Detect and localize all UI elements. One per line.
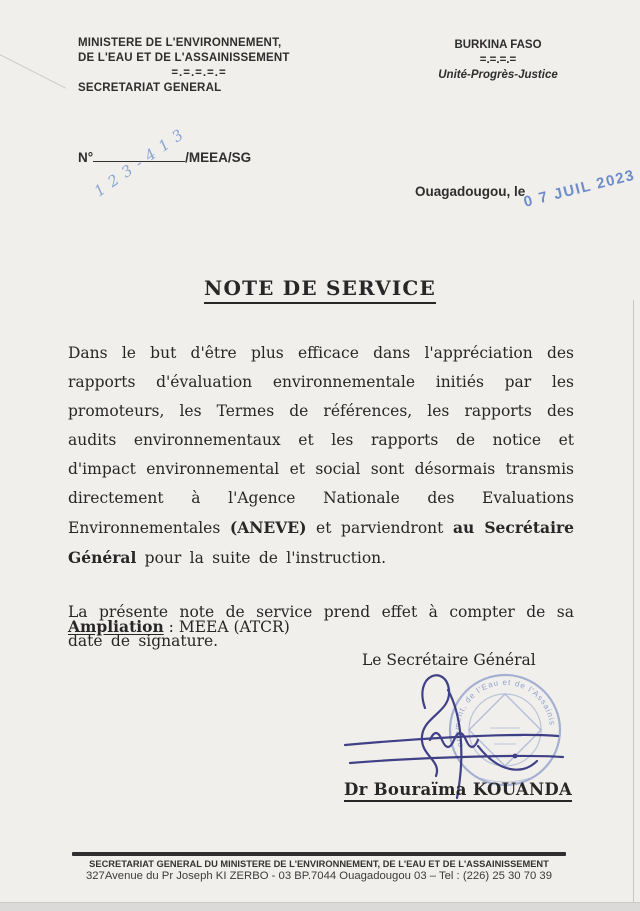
p1-text-2: et parviendront: [306, 519, 453, 537]
country-separator: =.=.=.=: [479, 54, 517, 66]
body-paragraph-2: La présente note de service prend effet à compter de sa date de signature.: [68, 603, 574, 650]
ampliation-separator: :: [163, 618, 179, 636]
ministry-line-2: DE L'EAU ET DE L'ASSAINISSEMENT: [78, 52, 290, 64]
scan-edge-line: [633, 300, 634, 903]
p1-text-1: Dans le but d'être plus efficace dans l'appréciation des rapports d'évaluation environnementale initiés par les promoteurs, les Termes de références, les rapports des audits environnementaux et les rapports de notice et d'impact environnemental et social sont désormais transmis directement à l'Agence Nationale des Evaluations Environnementales: [68, 344, 574, 537]
scan-corner-artifact: [0, 52, 66, 88]
date-stamp: 0 7 JUIL 2023: [521, 166, 637, 211]
ampliation-label: Ampliation: [68, 617, 164, 636]
scan-bottom-strip: [0, 902, 640, 911]
handwritten-reference-number: 123-413: [90, 121, 193, 201]
ampliation-value: MEEA (ATCR): [178, 618, 290, 636]
title-container: [0, 276, 640, 304]
footer-address-line: 327Avenue du Pr Joseph KI ZERBO - 03 BP.7044 Ouagadougou 03 – Tel : (226) 25 30 70 39: [85, 870, 553, 882]
body-paragraph-1: [68, 339, 574, 573]
signatory-role: Le Secrétaire Général: [362, 651, 536, 669]
place-dateline: Ouagadougou, le: [415, 184, 526, 199]
country-motto: Unité-Progrès-Justice: [438, 69, 558, 81]
document-body: [68, 339, 574, 656]
footer-secretariat-line: SECRETARIAT GENERAL DU MINISTERE DE L'ENVIRONNEMENT, DE L'EAU ET DE L'ASSAINISSEMENT: [89, 859, 549, 869]
signatory-name: Dr Bouraïma KOUANDA: [344, 780, 572, 802]
reference-suffix: /MEEA/SG: [185, 150, 252, 165]
ministry-line-1: MINISTERE DE L'ENVIRONNEMENT,: [78, 37, 282, 49]
ministry-block: [78, 36, 320, 96]
country-name: BURKINA FASO: [454, 39, 542, 51]
footer-rule: [72, 852, 566, 856]
p1-bold-secretaire: au Secrétaire Général: [68, 518, 574, 567]
seal-ring-text: nnement, de l'Eau et de l'Assainis: [452, 677, 557, 749]
p1-text-3: pour la suite de l'instruction.: [136, 549, 387, 567]
document-title: NOTE DE SERVICE: [204, 276, 436, 304]
p1-bold-aneve: (ANEVE): [229, 518, 307, 537]
secretariat-line: SECRETARIAT GENERAL: [78, 82, 222, 94]
reference-prefix: N°: [78, 150, 94, 165]
page-footer: [72, 852, 566, 882]
country-block: [418, 38, 578, 96]
letterhead: [78, 36, 578, 96]
ampliation-line: [68, 617, 290, 636]
ministry-separator: =.=.=.=.=: [171, 67, 227, 79]
